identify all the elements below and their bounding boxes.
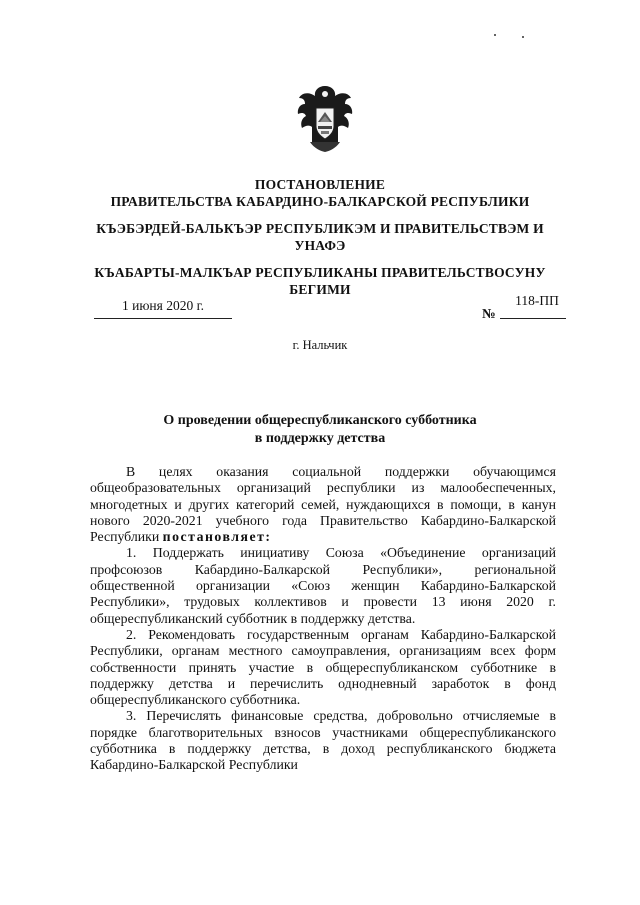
item-paragraph: 1. Поддержать инициативу Союза «Объединение организаций профсоюзов Кабардино-Балкарской Республики», региональной общественной организации «Союз женщин Кабардино-Балкарской Республики», трудовых коллективов и провести 13 июня 2020 г. общереспубликанский субботник в поддержку детства.: [90, 545, 556, 626]
subject-line: в поддержку детства: [254, 431, 386, 446]
coat-of-arms-emblem: [296, 82, 354, 154]
decree-body: [90, 464, 556, 774]
number-sign: №: [482, 306, 496, 321]
resolves-word: постановляет:: [162, 529, 272, 545]
city: г. Нальчик: [292, 338, 348, 352]
title-line: ПОСТАНОВЛЕНИЕ: [254, 177, 386, 192]
date-underline: [94, 318, 232, 319]
scan-speck: [494, 34, 496, 36]
intro-text: В целях оказания социальной поддержки обучающимся общеобразовательных организаций республики из малообеспеченных, многодетных и других категорий семей, нуждающихся в помощи, в канун нового 2020-2021 учебного года Правительство Кабардино-Балкарской Республики: [90, 464, 556, 545]
scan-speck: [522, 36, 524, 38]
decree-subject: [100, 412, 540, 448]
kabardian-title: [80, 220, 560, 254]
intro-paragraph: [90, 464, 556, 545]
item-paragraph: 2. Рекомендовать государственным органам Кабардино-Балкарской Республики, органам местного самоуправления, организациям всех форм собственности принять участие в общереспубликанском субботнике в поддержку детства и перечислить однодневный заработок в фонд общереспубликанского субботника.: [90, 626, 556, 708]
number-underline: [500, 318, 566, 319]
decree-date: 1 июня 2020 г.: [121, 298, 204, 313]
title-line: БЕГИМИ: [289, 282, 351, 297]
subject-line: О проведении общереспубликанского субботника: [163, 413, 477, 428]
title-line: КЪЭБЭРДЕЙ-БАЛЬКЪЭР РЕСПУБЛИКЭМ И ПРАВИТЕЛЬСТВЭМ И: [96, 221, 544, 236]
decree-title: [80, 176, 560, 210]
title-line: ПРАВИТЕЛЬСТВА КАБАРДИНО-БАЛКАРСКОЙ РЕСПУБЛИКИ: [110, 194, 530, 209]
title-line: УНАФЭ: [294, 238, 346, 253]
item-paragraph: 3. Перечислять финансовые средства, добровольно отчисляемые в порядке благотворительных взносов участниками общереспубликанского субботника в поддержку детства, в доход республиканского бюджета Кабардино-Балкарской Республики: [90, 708, 556, 773]
decree-number: 118-ПП: [515, 293, 559, 308]
balkar-title: [80, 264, 560, 298]
title-line: КЪАБАРТЫ-МАЛКЪАР РЕСПУБЛИКАНЫ ПРАВИТЕЛЬСТВОСУНУ: [94, 265, 546, 280]
